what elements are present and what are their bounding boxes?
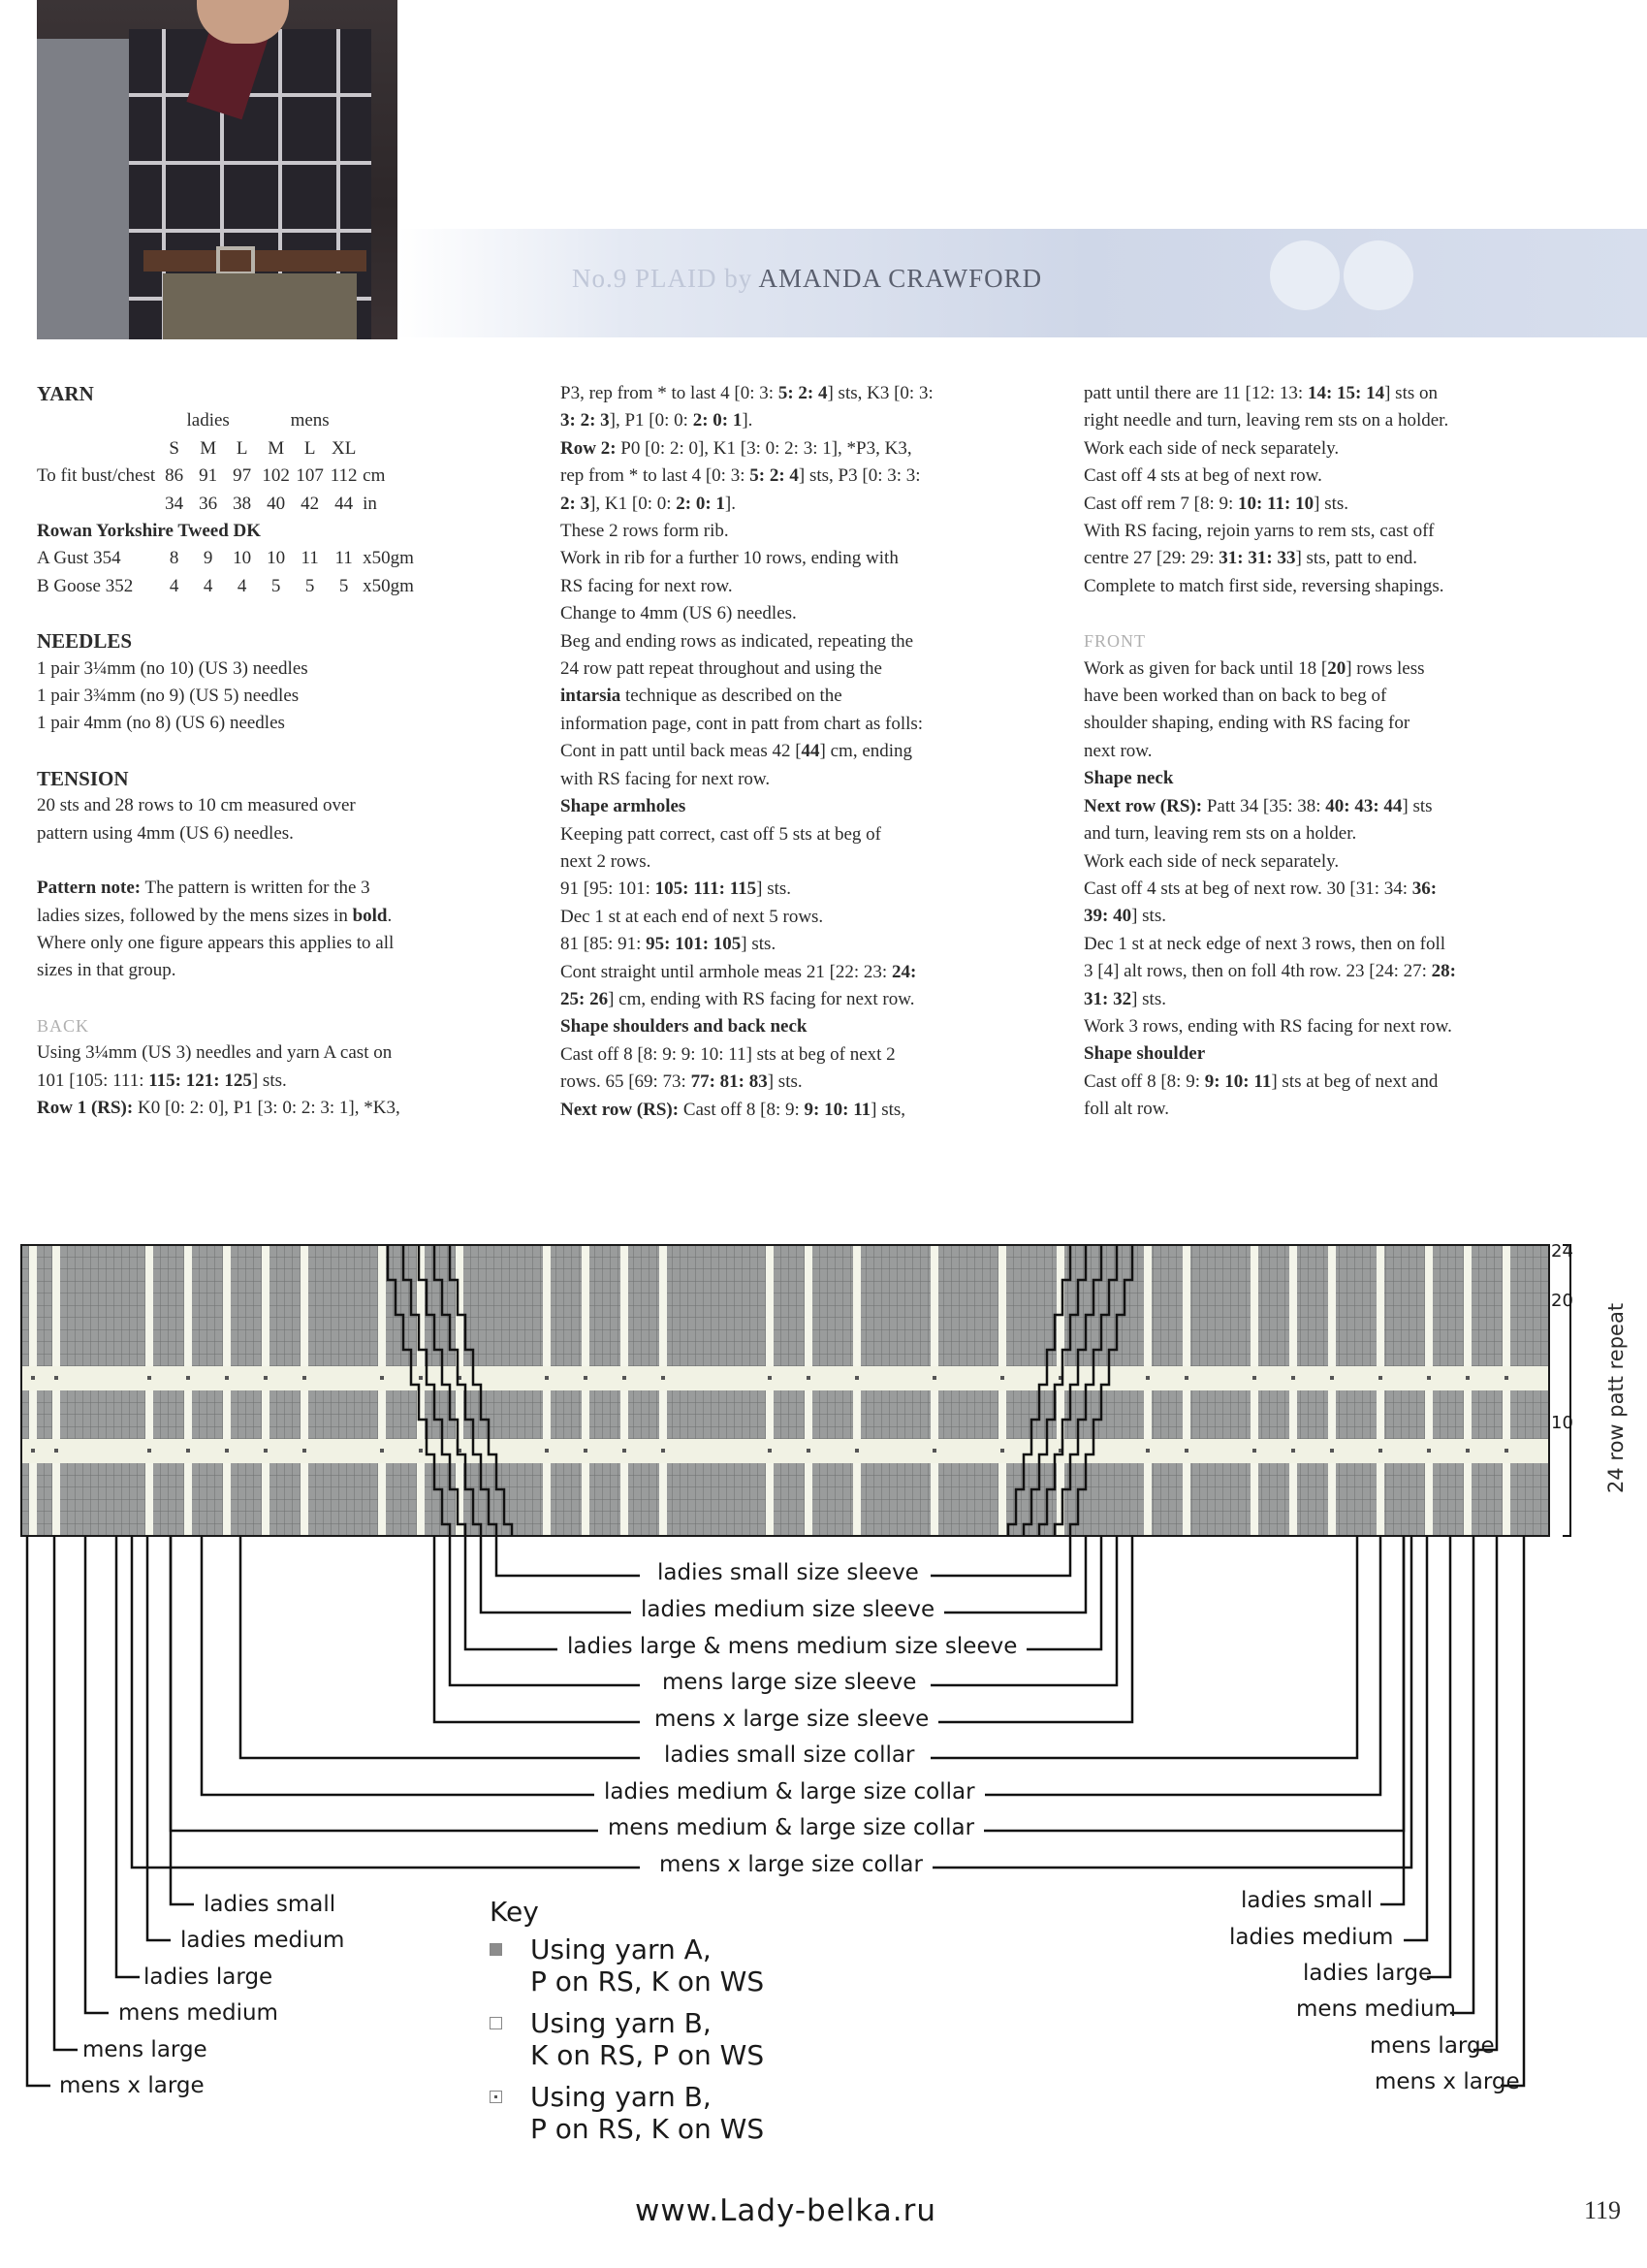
left-size-label: mens medium [118,2000,278,2026]
chart-dot [1330,1449,1334,1453]
size-line [1473,1536,1497,2050]
leader-label: ladies medium & large size collar [594,1779,985,1805]
cm-cell: 107 [296,465,324,487]
size-line [1427,1536,1450,1977]
chart-dot [807,1376,810,1380]
chart-dot [1330,1376,1334,1380]
yarn-b-cell: 4 [203,575,213,596]
chart-dot [807,1449,810,1453]
chart-dot [768,1449,772,1453]
text-line: rows. 65 [69: 73: 77: 81: 83] sts. [560,1071,803,1093]
left-size-label: ladies small [204,1892,336,1917]
leader-label: mens medium & large size collar [598,1815,984,1840]
text-line: Work each side of neck separately. [1084,437,1340,459]
bold-text: 115: 121: 125 [148,1070,252,1091]
chart-dot [302,1449,306,1453]
chart-key [490,1896,764,2155]
text-line: P3, rep from * to last 4 [0: 3: 5: 2: 4] sts, K3 [0: 3: [560,383,934,403]
text-line: 3 [4] alt rows, then on foll 4th row. 23 [24: 27: 28: [1084,961,1456,982]
text-line: have been worked than on back to beg of [1084,686,1387,707]
website-watermark: www.Lady-belka.ru [635,2193,937,2228]
front-heading: FRONT [1084,631,1147,652]
text: K0 [0: 2: 0], P1 [3: 0: 2: 3: 1], *K3, [133,1097,400,1118]
chart-dot [302,1376,306,1380]
yarn-a-swatch-icon [490,1943,502,1956]
chart-dot [186,1449,190,1453]
pattern-name: No.9 PLAID by [572,264,753,293]
text-line: Work 3 rows, ending with RS facing for next row. [1084,1015,1452,1037]
cm-cell: 97 [233,465,252,487]
chart-dot [1504,1449,1508,1453]
chart-dot [1146,1376,1150,1380]
text-line: next 2 rows. [560,850,651,872]
text-line: Keeping patt correct, cast off 5 sts at beg of [560,823,881,845]
text-line: 25: 26] cm, ending with RS facing for next row. [560,988,915,1009]
chart-dot [419,1376,423,1380]
yarn-a-label: A Gust 354 [37,548,121,569]
right-size-label: ladies large [1303,1961,1433,1986]
text-line: Dec 1 st at neck edge of next 3 rows, then on foll [1084,933,1446,954]
key-text: P on RS, K on WS [530,1965,765,1997]
text-line: These 2 rows form rib. [560,521,729,542]
needle-line: 1 pair 3¾mm (no 9) (US 5) needles [37,686,300,707]
chart-dot [1146,1449,1150,1453]
text-line: and turn, leaving rem sts on a holder. [1084,823,1357,845]
chart-dot [1185,1376,1188,1380]
yarn-a-cell: 11 [334,548,353,569]
ladies-label: ladies [186,410,230,431]
chart-dot [1252,1376,1256,1380]
size-line [147,1536,171,1940]
yarn-name: Rowan Yorkshire Tweed DK [37,521,262,542]
designer-name: AMANDA CRAWFORD [758,264,1043,293]
key-text: K on RS, P on WS [530,2039,765,2071]
chart-dot [768,1376,772,1380]
neck-heading: Shape neck [1084,768,1174,789]
size-cell: L [303,437,316,459]
text-line: 81 [85: 91: 95: 101: 105] sts. [560,934,776,955]
chart-dot [1427,1449,1431,1453]
text-line: 31: 32] sts. [1084,988,1166,1009]
key-text: Using yarn B, [530,2081,712,2113]
size-line [116,1536,140,1977]
text-line: Next row (RS): Cast off 8 [8: 9: 9: 10: 11] sts, [560,1099,906,1120]
leader-label: ladies medium size sleeve [631,1597,944,1622]
left-size-label: ladies medium [180,1928,345,1953]
chart-dot [186,1376,190,1380]
chart-dot [264,1376,268,1380]
key-item-yarn-a [490,1933,764,1997]
text-line: Cast off rem 7 [8: 9: 10: 11: 10] sts. [1084,493,1349,514]
yarn-b-label: B Goose 352 [37,575,134,596]
note-text: ladies sizes, followed by the mens sizes in [37,905,353,926]
text-line: 24 row patt repeat throughout and using the [560,658,882,680]
chart-dot [31,1449,35,1453]
in-cell: 42 [301,493,320,514]
chart-dot [584,1376,587,1380]
text-line: with RS facing for next row. [560,768,771,789]
left-size-label: ladies large [143,1965,273,1990]
in-cell: 44 [334,493,354,514]
shoulders-heading: Shape shoulders and back neck [560,1016,808,1038]
back-heading: BACK [37,1015,90,1036]
cm-cell: 112 [330,465,358,487]
yarn-b-cell: 5 [304,575,315,596]
note-text: . [387,905,393,926]
row-label-24: 24 [1551,1241,1573,1262]
leader-label: mens large size sleeve [652,1670,926,1695]
chart-dot [545,1376,549,1380]
key-text: P on RS, K on WS [530,2113,765,2145]
chart-dot [545,1449,549,1453]
in-cell: 36 [199,493,218,514]
text-line: Cast off 4 sts at beg of next row. [1084,465,1322,487]
chart-dot [1466,1376,1470,1380]
shoulder-heading: Shape shoulder [1084,1043,1206,1065]
chart-dot [1185,1449,1188,1453]
pattern-note: sizes in that group. [37,960,176,981]
key-text: Using yarn A, [530,1933,712,1965]
chart-dot [855,1376,859,1380]
text-line: Cast off 8 [8: 9: 9: 10: 11] sts at beg of next and [1084,1070,1439,1092]
size-line [54,1536,78,2050]
chart-dot [622,1376,626,1380]
tension-line: pattern using 4mm (US 6) needles. [37,822,294,844]
row-label-10: 10 [1551,1413,1573,1433]
left-size-label: mens large [82,2037,207,2062]
chart-dot [147,1376,151,1380]
yarn-a-cell: 10 [267,548,286,569]
right-size-label: ladies medium [1229,1925,1394,1950]
size-line [1404,1536,1427,1940]
text: ] sts. [251,1070,287,1091]
leader-label: mens x large size collar [649,1852,933,1877]
text-line: Work each side of neck separately. [1084,850,1340,872]
row-label: Row 1 (RS): [37,1097,134,1118]
chart-dot [661,1449,665,1453]
chart-dot [933,1376,936,1380]
yarn-b-dot-swatch-icon [490,2091,502,2103]
yarn-a-cell: 9 [203,548,213,569]
text-line: Cont in patt until back meas 42 [44] cm, ending [560,741,913,762]
chart-dot [419,1449,423,1453]
chart-dot [1466,1449,1470,1453]
chart-dot [1291,1376,1295,1380]
size-cell: S [169,437,179,459]
leader-label: mens x large size sleeve [645,1707,938,1732]
in-cell: 38 [233,493,252,514]
text: 101 [105: 111: [37,1070,149,1091]
text-line: shoulder shaping, ending with RS facing for [1084,713,1410,734]
text-line: information page, cont in patt from chart as folls: [560,713,924,734]
text-line: Dec 1 st at each end of next 5 rows. [560,906,824,927]
text-line: rep from * to last 4 [0: 3: 5: 2: 4] sts, P3 [0: 3: 3: [560,465,921,487]
text-line: Work in rib for a further 10 rows, ending with [560,548,899,569]
tension-line: 20 sts and 28 rows to 10 cm measured over [37,795,356,816]
chart-dot [622,1449,626,1453]
size-cell: L [236,437,248,459]
size-line [1501,1536,1524,2086]
chart-dot [933,1449,936,1453]
chart-dot [1291,1449,1295,1453]
cm-cell: 102 [262,465,290,487]
size-line [27,1536,50,2086]
cm-unit: cm [363,465,386,487]
chart-dot [1378,1376,1382,1380]
text-line: Change to 4mm (US 6) needles. [560,603,797,624]
text-line: Cast off 8 [8: 9: 9: 10: 11] sts at beg of next 2 [560,1043,896,1065]
key-item-yarn-b-knit [490,2007,764,2071]
leader-label: ladies large & mens medium size sleeve [557,1634,1027,1659]
size-line [1450,1536,1473,2013]
text-line: 91 [95: 101: 105: 111: 115] sts. [560,878,792,900]
key-title: Key [490,1896,539,1928]
page-number: 119 [1584,2196,1622,2224]
needle-line: 1 pair 4mm (no 8) (US 6) needles [37,713,285,734]
text-line: Next row (RS): Patt 34 [35: 38: 40: 43: 44] sts [1084,795,1433,816]
chart-dot [54,1376,58,1380]
text-line: centre 27 [29: 29: 31: 31: 33] sts, patt to end. [1084,548,1418,569]
leader-line [465,1536,1101,1649]
row2-line: Row 2: P0 [0: 2: 0], K1 [3: 0: 2: 3: 1], *P3, K3, [560,437,912,459]
chart-dot [225,1376,229,1380]
pattern-note: Where only one figure appears this applies to all [37,932,395,953]
in-cell: 40 [267,493,286,514]
needles-heading: NEEDLES [37,629,133,654]
yarn-b-unit: x50gm [363,575,414,596]
size-line [85,1536,109,2013]
chart-dot [31,1376,35,1380]
chart-dot [855,1449,859,1453]
text-line: Cont straight until armhole meas 21 [22: 23: 24: [560,961,917,982]
key-text: Using yarn B, [530,2007,712,2039]
chart-dot [1000,1376,1004,1380]
yarn-a-unit: x50gm [363,548,414,569]
note-text: The pattern is written for the 3 [141,878,370,899]
yarn-b-swatch-icon [490,2017,502,2029]
text-line: foll alt row. [1084,1099,1169,1120]
right-size-label: mens large [1370,2033,1495,2059]
chart-dot [264,1449,268,1453]
size-cell: XL [331,437,357,459]
leader-label: ladies small size collar [654,1742,924,1768]
repeat-bracket [1563,1245,1570,1536]
chart-dot [661,1376,665,1380]
chart-dot [1252,1449,1256,1453]
text-line: right needle and turn, leaving rem sts on a holder. [1084,410,1449,431]
text-line: 3: 2: 3], P1 [0: 0: 2: 0: 1]. [560,410,753,431]
size-cell: M [200,437,217,459]
right-size-label: ladies small [1241,1888,1374,1913]
mens-label: mens [290,410,330,431]
needle-line: 1 pair 3¼mm (no 10) (US 3) needles [37,657,308,679]
chart-dot [584,1449,587,1453]
back-line: Using 3¼mm (US 3) needles and yarn A cast on [37,1042,393,1064]
chart-dot [1378,1449,1382,1453]
cm-cell: 91 [199,465,218,487]
yarn-b-cell: 5 [338,575,349,596]
leader-label: ladies small size sleeve [648,1560,929,1585]
size-cell: M [268,437,285,459]
in-unit: in [363,493,377,514]
cm-cell: 86 [165,465,184,487]
row-label-20: 20 [1551,1291,1573,1311]
text-line: 2: 3], K1 [0: 0: 2: 0: 1]. [560,493,736,514]
text-line: next row. [1084,740,1153,761]
note-label: Pattern note: [37,878,142,899]
text-line: With RS facing, rejoin yarns to rem sts, cast off [1084,521,1435,542]
chart-dot [147,1449,151,1453]
note-bold: bold [352,905,388,926]
text-line: Work as given for back until 18 [20] rows less [1084,657,1425,679]
yarn-a-cell: 10 [233,548,252,569]
text-line: patt until there are 11 [12: 13: 14: 15: 14] sts on [1084,383,1438,403]
text-line: Beg and ending rows as indicated, repeating the [560,630,914,652]
yarn-a-cell: 8 [169,548,179,569]
text-line: intarsia technique as described on the [560,686,842,707]
armholes-heading: Shape armholes [560,796,686,817]
left-size-label: mens x large [59,2073,205,2098]
text-line: 39: 40] sts. [1084,906,1166,927]
yarn-b-cell: 4 [169,575,179,596]
chart-dot [54,1449,58,1453]
repeat-label: 24 row patt repeat [1604,1302,1628,1493]
right-size-label: mens x large [1375,2069,1520,2094]
yarn-b-cell: 5 [270,575,281,596]
yarn-a-cell: 11 [301,548,319,569]
right-size-label: mens medium [1296,1996,1456,2022]
size-line [1380,1536,1404,1904]
size-line [171,1536,194,1904]
text-line: Cast off 4 sts at beg of next row. 30 [31: 34: 36: [1084,878,1438,899]
chart-dot [1000,1449,1004,1453]
chart-dot [1427,1376,1431,1380]
chart-dot [380,1376,384,1380]
tension-heading: TENSION [37,766,129,790]
yarn-b-cell: 4 [237,575,247,596]
chart-dot [225,1449,229,1453]
text-line: RS facing for next row. [560,575,733,596]
fit-label: To fit bust/chest [37,465,156,487]
text-line: Complete to match first side, reversing shapings. [1084,575,1444,596]
yarn-heading: YARN [37,382,94,405]
in-cell: 34 [165,493,184,514]
chart-dot [380,1449,384,1453]
chart-dot [1504,1376,1508,1380]
key-item-yarn-b-purl [490,2081,764,2145]
